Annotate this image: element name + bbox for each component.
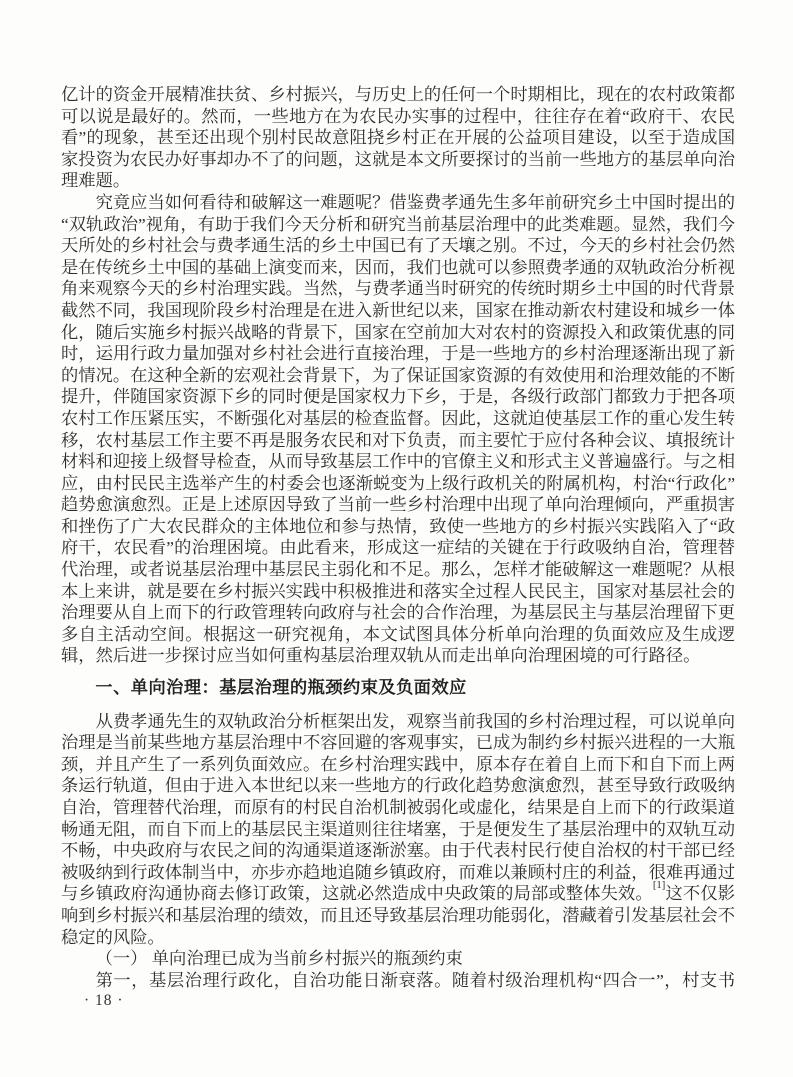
subsection-1-paragraph: 第一，基层治理行政化，自治功能日渐衰落。随着村级治理机构“四合一”，村支书: [95, 970, 735, 990]
article-body: [61, 84, 735, 991]
paragraph-introduction: 究竟应当如何看待和破解这一难题呢？借鉴费孝通先生多年前研究乡土中国时提出的“双轨政治”视角，有助于我们今天分析和研究当前基层治理中的此类难题。显然，我们今天所处的乡村社会与费孝通生活的乡土中国已有了天壤之别。不过，今天的乡村社会仍然是在传统乡土中国的基础上演变而来，因而，我们也就可以参照费孝通的双轨政治分析视角来观察今天的乡村治理实践。当然，与费孝通当时研究的传统时期乡土中国的时代背景截然不同，我国现阶段乡村治理是在进入新世纪以来，国家在推动新农村建设和城乡一体化，随后实施乡村振兴战略的背景下，国家在空前加大对农村的资源投入和政策优惠的同时，运用行政力量加强对乡村社会进行直接治理，于是一些地方的乡村治理逐渐出现了新的情况。在这种全新的宏观社会背景下，为了保证国家资源的有效使用和治理效能的不断提升，伴随国家资源下乡的同时便是国家权力下乡，于是，各级行政部门都致力于把各项农村工作压紧压实，不断强化对基层的检查监督。因此，这就迫使基层工作的重心发生转移，农村基层工作主要不再是服务农民和对下负责，而主要忙于应付各种会议、填报统计材料和迎接上级督导检查，从而导致基层工作中的官僚主义和形式主义普遍盛行。与之相应，由村民民主选举产生的村委会也逐渐蜕变为上级行政机关的附属机构，村治“行政化”趋势愈演愈烈。正是上述原因导致了当前一些乡村治理中出现了单向治理倾向，严重损害和挫伤了广大农民群众的主体地位和参与热情，致使一些地方的乡村振兴实践陷入了“政府干，农民看”的治理困境。由此看来，形成这一症结的关键在于行政吸纳自治，管理替代治理，或者说基层治理中基层民主弱化和不足。那么，怎样才能破解这一难题呢？从根本上来讲，就是要在乡村振兴实践中积极推进和落实全过程人民民主，国家对基层社会的治理要从自上而下的行政管理转向政府与社会的合作治理，为基层民主与基层治理留下更多自主活动空间。根据这一研究视角，本文试图具体分析单向治理的负面效应及生成逻辑，然后进一步探讨应当如何重构基层治理双轨从而走出单向治理困境的可行路径。: [61, 192, 736, 666]
page-number: · 18 ·: [84, 992, 124, 1009]
subsection-1-heading: （一） 单向治理已成为当前乡村振兴的瓶颈约束: [95, 949, 463, 969]
section-1-text-before-footnote: 从费孝通先生的双轨政治分析框架出发，观察当前我国的乡村治理过程，可以说单向治理是当前某些地方基层治理中不容回避的客观事实，已成为制约乡村振兴进程的一大瓶颈，并且产生了一系列负面效应。在乡村治理实践中，原本存在着自上而下和自下而上两条运行轨道，但由于进入本世纪以来一些地方的行政化趋势愈演愈烈，甚至导致行政吸纳自治，管理替代治理，而原有的村民自治机制被弱化或虚化，结果是自上而下的行政渠道畅通无阻，而自下而上的基层民主渠道则往往堵塞，于是便发生了基层治理中的双轨互动不畅，中央政府与农民之间的沟通渠道逐渐淤塞。由于代表村民行使自治权的村干部已经被吸纳到行政体制当中，亦步亦趋地追随乡镇政府，而难以兼顾村庄的利益，很难再通过与乡镇政府沟通协商去修订政策，这就必然造成中央政策的局部或整体失效。: [61, 711, 736, 904]
footnote-1-marker: [1]: [652, 878, 666, 891]
section-1-text-after-footnote: 这不仅影响到乡村振兴和基层治理的绩效，而且还导致基层治理功能弱化，潜藏着引发基层社会不稳定的风险。: [61, 884, 735, 947]
section-1-heading: 一、单向治理：基层治理的瓶颈约束及负面效应: [95, 678, 467, 699]
paragraph-continuation-from-previous-page: 亿计的资金开展精准扶贫、乡村振兴，与历史上的任何一个时期相比，现在的农村政策都可以说是最好的。然而，一些地方在为农民办实事的过程中，往往存在着“政府干、农民看”的现象，甚至还出现个别村民故意阻挠乡村正在开展的公益项目建设，以至于造成国家投资为农民办好事却办不了的问题，这就是本文所要探讨的当前一些地方的基层单向治理难题。: [61, 85, 735, 191]
section-1-paragraph: [61, 711, 735, 949]
page-footer: [84, 992, 124, 1010]
